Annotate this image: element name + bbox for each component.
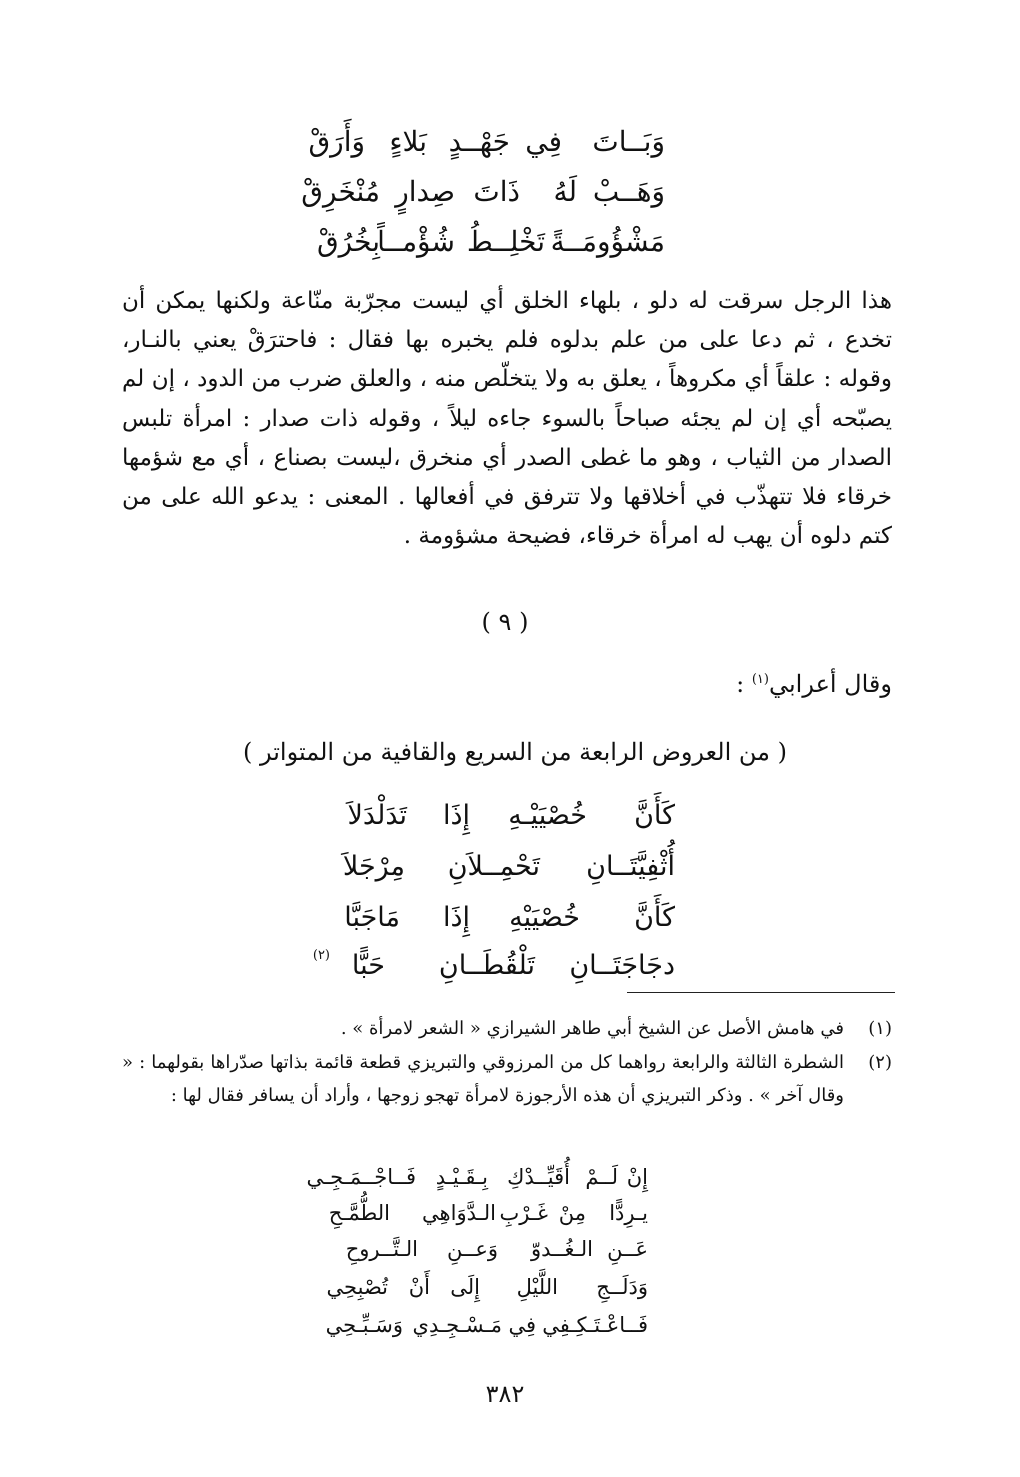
rajaz-word: أُقَيِّــدْكِ: [507, 1165, 570, 1189]
footnote-divider: [627, 992, 895, 993]
verse-word: لَهُ: [553, 175, 577, 208]
rajaz-word: يـرِدًّا: [609, 1201, 648, 1225]
verse-word: خُصْيَيْـهِ: [508, 800, 587, 831]
rajaz-word: بِـقَـيْـدٍ: [435, 1165, 488, 1189]
rajaz-word: الطُّمَّـحِ: [328, 1201, 390, 1225]
commentary-paragraph: هذا الرجل سرقت له دلو ، بلهاء الخلق أي ليست مجرّبة منّاعة ولكنها يمكن أن تخدع ، ثم دعا على من علم بدلوه فلم يخبره بها فقال : فاحترَقْ يعني بالنـار، وقوله : علقاً أي مكروهاً ، يعلق به ولا يتخلّص منه ، والعلق ضرب من الدود ، إن لم يصبّحه أي إن لم يجئه صباحاً بالسوء جاءه ليلاً ، وقوله ذات صدار : امرأة تلبس الصدار من الثياب ، وهو ما غطى الصدر أي منخرق ،ليست بصناع ، أي مع شؤمها خرقاء فلا تتهذّب في أخلاقها ولا تترفق في أفعالها . المعنى : يدعو الله على من كتم دلوه أن يهب له امرأة خرقاء، فضيحة مشؤومة .: [122, 288, 892, 550]
verse-word: صِدارٍ: [395, 175, 455, 208]
verse-line: [300, 800, 675, 840]
footnote-ref: (١): [751, 672, 769, 687]
footnote-rajaz: [306, 1165, 648, 1365]
footnote-text: الشطرة الثالثة والرابعة رواهما كل من المرزوقي والتبريزي قطعة قائمة بذاتها صدّراها بقولهما : « وقال آخر » . وذكر التبريزي أن هذه الأرجوزة لامرأة تهجو زوجها ، وأراد أن يسافر فقال لها :: [122, 1052, 844, 1106]
rajaz-word: اللَّيْلِ: [516, 1275, 558, 1299]
verse-word: مِرْجَلاَ: [342, 851, 405, 882]
verse-word: إِذَا: [442, 800, 470, 831]
intro-colon: :: [736, 670, 752, 698]
footnote-text: في هامش الأصل عن الشيخ أبي طاهر الشيرازي « الشعر لامرأة » .: [340, 1018, 844, 1039]
main-verse: [300, 800, 675, 990]
verse-word: مُنْخَرِقْ: [301, 175, 380, 208]
rajaz-line: [318, 1313, 648, 1347]
verse-word: مَشْؤُومَــةً: [550, 225, 665, 258]
verse-word: تَحْمِــلاَنِ: [447, 851, 540, 882]
rajaz-word: مِنْ: [558, 1201, 586, 1225]
rajaz-word: فَــاجْــمَـجِـي: [306, 1165, 416, 1189]
verse-word: تَدَلْدَلاَ: [347, 800, 407, 831]
verse-line: [300, 902, 675, 942]
footnote-1: [122, 1012, 892, 1045]
rajaz-word: لَــمْ: [585, 1165, 618, 1189]
rajaz-word: فِي: [508, 1313, 536, 1337]
verse-word: كَأَنَّ: [634, 902, 675, 933]
rajaz-word: الـدَّوَاهِي: [422, 1201, 496, 1225]
section-number: ( ٩ ): [481, 608, 529, 636]
verse-word: بَلاءٍ: [389, 125, 427, 158]
rajaz-word: الـغُــدوّ: [531, 1237, 593, 1261]
verse-line: [300, 851, 675, 891]
verse-line: [316, 225, 665, 265]
rajaz-word: وَسَـبِّـحِي: [325, 1313, 403, 1337]
poem-intro: [736, 670, 892, 698]
rajaz-word: وَعــنِ: [447, 1237, 498, 1261]
verse-word: شُؤْمــاً: [377, 225, 455, 258]
rajaz-word: تُصْبِحِي: [326, 1275, 388, 1299]
verse-line: [301, 175, 665, 215]
verse-word: كَأَنَّ: [634, 800, 675, 831]
rajaz-line: [318, 1237, 648, 1271]
rajaz-word: وَدَلَــجِ: [596, 1275, 648, 1299]
page-number: ٣٨٢: [485, 1380, 525, 1408]
verse-word: بِخُرُقْ: [316, 225, 380, 258]
rajaz-word: غَـرْبِ: [499, 1201, 548, 1225]
footnote-ref: (٢): [312, 948, 330, 963]
verse-word: مَاجَبَّا: [344, 902, 400, 933]
verse-word: أُثْفِيَّتَــانِ: [586, 851, 675, 882]
rajaz-word: فَــاعْـتَـكِـفِي: [542, 1313, 648, 1337]
rajaz-word: الـتَّــروحِ: [345, 1237, 418, 1261]
rajaz-word: إِلَى: [450, 1275, 480, 1299]
verse-word: وَأَرَقْ: [308, 125, 365, 158]
verse-line: [308, 125, 665, 165]
verse-word: حَبًّا: [351, 950, 385, 981]
rajaz-line: [306, 1165, 648, 1199]
rajaz-word: إِنْ: [626, 1165, 648, 1189]
verse-word: ذَاتَ: [473, 175, 520, 208]
verse-word: خُصْيَيْهِ: [509, 902, 580, 933]
verse-word: تَخْلِــطُ: [466, 225, 545, 258]
rajaz-word: أَنْ: [408, 1275, 430, 1299]
verse-word: وَهَــبْ: [592, 175, 665, 208]
rajaz-word: مَـسْـجِـدِي: [412, 1313, 502, 1337]
intro-text: وقال أعرابي: [768, 670, 892, 698]
verse-word: وَبَــاتَ: [592, 125, 665, 158]
footnote-number: (١): [868, 1018, 892, 1039]
commentary-text: [122, 282, 892, 556]
meter-note: ( من العروض الرابعة من السريع والقافية من المتواتر ): [243, 738, 787, 766]
verse-word: إِذَا: [442, 902, 470, 933]
footnote-2: [122, 1046, 892, 1112]
rajaz-word: عَــنِ: [607, 1237, 648, 1261]
verse-word: تَلْقُطَــانِ: [438, 950, 535, 981]
verse-word: جَهْــدٍ: [448, 125, 510, 158]
top-verse: [301, 125, 665, 265]
verse-word: فِي: [525, 125, 562, 158]
rajaz-line: [318, 1201, 648, 1235]
footnote-number: (٢): [868, 1052, 892, 1073]
rajaz-line: [318, 1275, 648, 1309]
verse-word: دجَاجَتَــانِ: [569, 950, 675, 981]
verse-line: [300, 950, 675, 990]
